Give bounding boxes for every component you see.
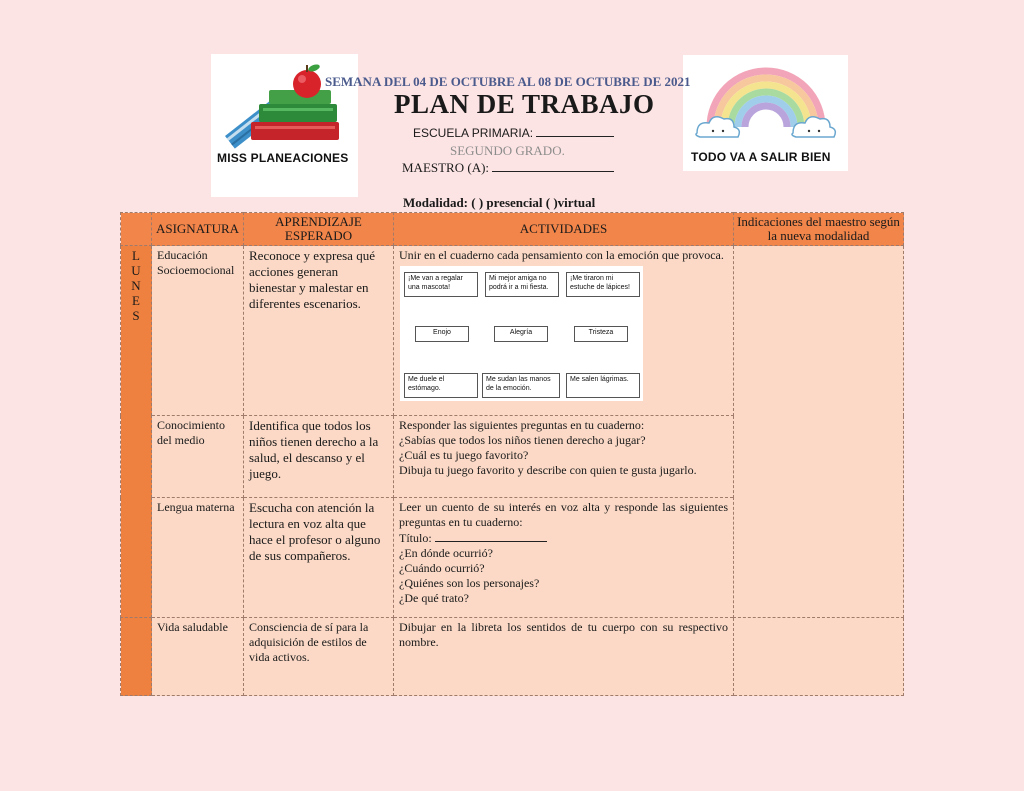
thought-card: ¡Me tiraron mi estuche de lápices!	[566, 272, 640, 297]
learning-cell: Reconoce y expresa qué acciones generan bienestar y malestar en diferentes escenarios.	[244, 246, 394, 416]
todo-va-a-salir-bien-logo	[683, 55, 848, 171]
thought-card: ¡Me van a regalar una mascota!	[404, 272, 478, 297]
activity-line: ¿Sabías que todos los niños tienen derecho a jugar?	[399, 433, 646, 447]
school-label: ESCUELA PRIMARIA:	[413, 126, 534, 140]
activity-title-line	[399, 530, 728, 546]
emotion-matching-image	[400, 266, 643, 401]
emotion-card: Tristeza	[574, 326, 628, 342]
teacher-line	[402, 160, 614, 176]
notes-cell	[734, 618, 904, 696]
day-label: L U N E S	[131, 248, 141, 323]
subject-cell: Educación Socioemocional	[152, 246, 244, 416]
work-plan-table	[120, 212, 904, 696]
week-range: SEMANA DEL 04 DE OCTUBRE AL 08 DE OCTUBRE DE 2021	[325, 74, 691, 89]
school-line	[413, 125, 614, 140]
day-column-empty	[121, 618, 152, 696]
header-notes: Indicaciones del maestro según la nueva modalidad	[734, 213, 904, 246]
page-title: PLAN DE TRABAJO	[394, 89, 655, 119]
header-subject: ASIGNATURA	[152, 213, 244, 246]
emotion-card: Alegría	[494, 326, 548, 342]
activity-line: Responder las siguientes preguntas en tu cuaderno:	[399, 418, 645, 432]
activity-line: ¿Cuál es tu juego favorito?	[399, 448, 529, 462]
logo-right-text: TODO VA A SALIR BIEN	[691, 150, 831, 164]
activity-cell	[394, 498, 734, 618]
thought-card: Mi mejor amiga no podrá ir a mi fiesta.	[485, 272, 559, 297]
teacher-label: MAESTRO (A):	[402, 160, 490, 175]
thought-card: Me salen lágrimas.	[566, 373, 640, 398]
teacher-blank	[492, 160, 614, 172]
emotion-card: Enojo	[415, 326, 469, 342]
title-blank	[435, 530, 547, 542]
learning-cell: Identifica que todos los niños tienen derecho a la salud, el descanso y el juego.	[244, 416, 394, 498]
day-column-lunes	[121, 246, 152, 618]
activity-intro: Leer un cuento de su interés en voz alta y responde las siguientes preguntas en tu cuaderno:	[399, 500, 728, 529]
subject-cell: Conocimiento del medio	[152, 416, 244, 498]
grade: SEGUNDO GRADO.	[450, 143, 565, 158]
subject-cell: Lengua materna	[152, 498, 244, 618]
header-corner	[121, 213, 152, 246]
subject-cell: Vida saludable	[152, 618, 244, 696]
thought-card: Me sudan las manos de la emoción.	[482, 373, 560, 398]
activity-cell	[394, 246, 734, 416]
title-label: Título:	[399, 531, 432, 545]
logo-left-text: MISS PLANEACIONES	[217, 151, 349, 165]
thought-card: Me duele el estómago.	[404, 373, 478, 398]
activity-text: Unir en el cuaderno cada pensamiento con la emoción que provoca.	[399, 248, 724, 262]
activity-cell	[394, 416, 734, 498]
learning-cell: Escucha con atención la lectura en voz alta que hace el profesor o alguno de sus compañeros.	[244, 498, 394, 618]
activity-line: ¿En dónde ocurrió?	[399, 546, 493, 560]
activity-cell: Dibujar en la libreta los sentidos de tu cuerpo con su respectivo nombre.	[394, 618, 734, 696]
header-learning: APRENDIZAJE ESPERADO	[244, 213, 394, 246]
learning-cell: Consciencia de sí para la adquisición de estilos de vida activos.	[244, 618, 394, 696]
activity-line: Dibuja tu juego favorito y describe con quien te gusta jugarlo.	[399, 463, 697, 477]
modalidad: Modalidad: ( ) presencial ( )virtual	[403, 195, 596, 210]
activity-line: ¿Cuándo ocurrió?	[399, 561, 485, 575]
activity-line: ¿De qué trato?	[399, 591, 469, 605]
header-activities: ACTIVIDADES	[394, 213, 734, 246]
school-blank	[536, 125, 614, 137]
notes-cell	[734, 246, 904, 618]
activity-line: ¿Quiénes son los personajes?	[399, 576, 540, 590]
